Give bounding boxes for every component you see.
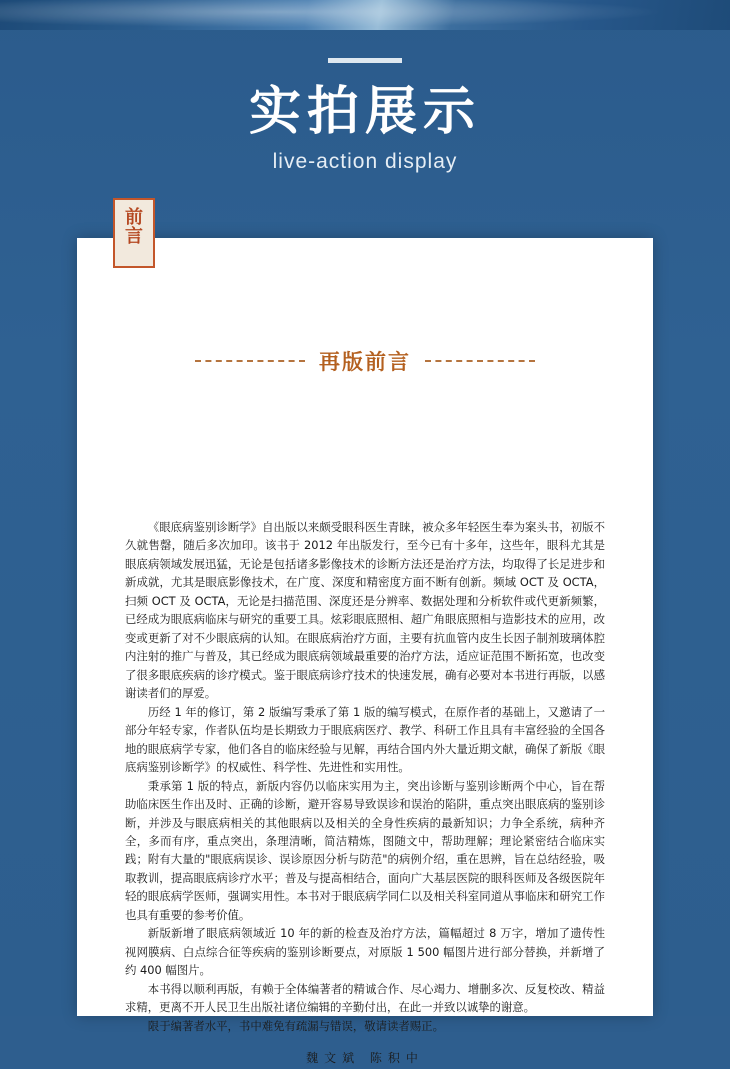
- document-heading-row: [125, 346, 605, 376]
- heading-dash-right: [425, 360, 535, 362]
- document-sheet: [77, 238, 653, 1066]
- banner-title-cn-text: 实拍展示: [248, 83, 481, 141]
- banner-title-en: live-action display: [272, 149, 458, 173]
- document-signature: 魏文斌 陈积中: [306, 1051, 424, 1066]
- heading-dash-left: [195, 360, 305, 362]
- banner-title-block: [0, 58, 730, 174]
- paragraph: 历经 1 年的修订，第 2 版编写秉承了第 1 版的编写模式，在原作者的基础上，又邀请了一部分年轻专家，作者队伍均是长期致力于眼底病医疗、教学、科研工作且具有丰富经验的全国各地的眼底病学专家，他们各自的临床经验与见解，再结合国内外大量近期文献，确保了新版《眼底病鉴别诊断学》的权威性、科学性、先进性和实用性。: [125, 704, 605, 775]
- title-rule: [328, 58, 402, 63]
- paragraph: 本书得以顺利再版，有赖于全体编著者的精诚合作、尽心竭力、增删多次、反复校改、精益求精，更离不开人民卫生出版社诸位编辑的辛勤付出，在此一并致以诚挚的谢意。: [125, 981, 605, 1015]
- document-heading: 再版前言: [319, 350, 411, 374]
- decorative-top-band: [0, 0, 730, 30]
- preface-seal: [113, 198, 155, 268]
- paragraph: 限于编著者水平，书中难免有疏漏与错误，敬请读者赐正。: [147, 1018, 444, 1033]
- banner-title-cn: [249, 85, 481, 140]
- paragraph: 新版新增了眼底病领域近 10 年的新的检查及治疗方法，篇幅超过 8 万字，增加了遗传性视网膜病、白点综合征等疾病的鉴别诊断要点，对原版 1 500 幅图片进行部分替换，并新增了约 400 幅图片。: [125, 926, 605, 978]
- paragraph: 秉承第 1 版的特点，新版内容仍以临床实用为主，突出诊断与鉴别诊断两个中心，旨在帮助临床医生作出及时、正确的诊断，避开容易导致误诊和误治的陷阱，重点突出眼底病的鉴别诊断，并涉及与眼底病相关的其他眼病以及相关的全身性疾病的最新知识；力争全系统，病种齐全，多而有序，重点突出，条理清晰，简洁精炼，图随文中，帮助理解；理论紧密结合临床实践；附有大量的"眼底病误诊、误诊原因分析与防范"的病例介绍，重在思辨，旨在总结经验，吸取教训，提高眼底病诊疗水平；普及与提高相结合，面向广大基层医院的眼科医师及各级医院年轻的眼底病学医师，强调实用性。本书对于眼底病学同仁以及相关科室同道从事临床和研究工作也具有重要的参考价值。: [125, 778, 605, 922]
- seal-char-2: 言: [125, 225, 143, 246]
- paragraph: 《眼底病鉴别诊断学》自出版以来颇受眼科医生青睐，被众多年轻医生奉为案头书，初版不久就售罄，随后多次加印。该书于 2012 年出版发行，至今已有十多年，这些年，眼科尤其是眼底病领域发展迅猛，无论是包括诸多影像技术的诊断方法还是治疗方法，均取得了长足进步和新成就，尤其是眼底影像技术，在广度、深度和精密度方面不断有创新。频域 OCT 及 OCTA，扫频 OCT 及 OCTA，无论是扫描范围、深度还是分辨率、数据处理和分析软件或代更新频繁，已经成为眼底病临床与研究的重要工具。炫彩眼底照相、超广角眼底照相与造影技术的应用，改变或更新了对不少眼底病的认知。在眼底病治疗方面，主要有抗血管内皮生长因子制剂玻璃体腔内注射的推广与普及，其已经成为眼底病领域最重要的治疗方法，适应证范围不断拓宽，也改变了很多眼底疾病的诊疗模式。鉴于眼底病诊疗技术的快速发展，确有必要对本书进行再版，以感谢读者们的厚爱。: [125, 520, 605, 701]
- document-body: [125, 518, 605, 1069]
- seal-char-1: 前: [125, 207, 143, 227]
- document-content: [125, 238, 605, 1066]
